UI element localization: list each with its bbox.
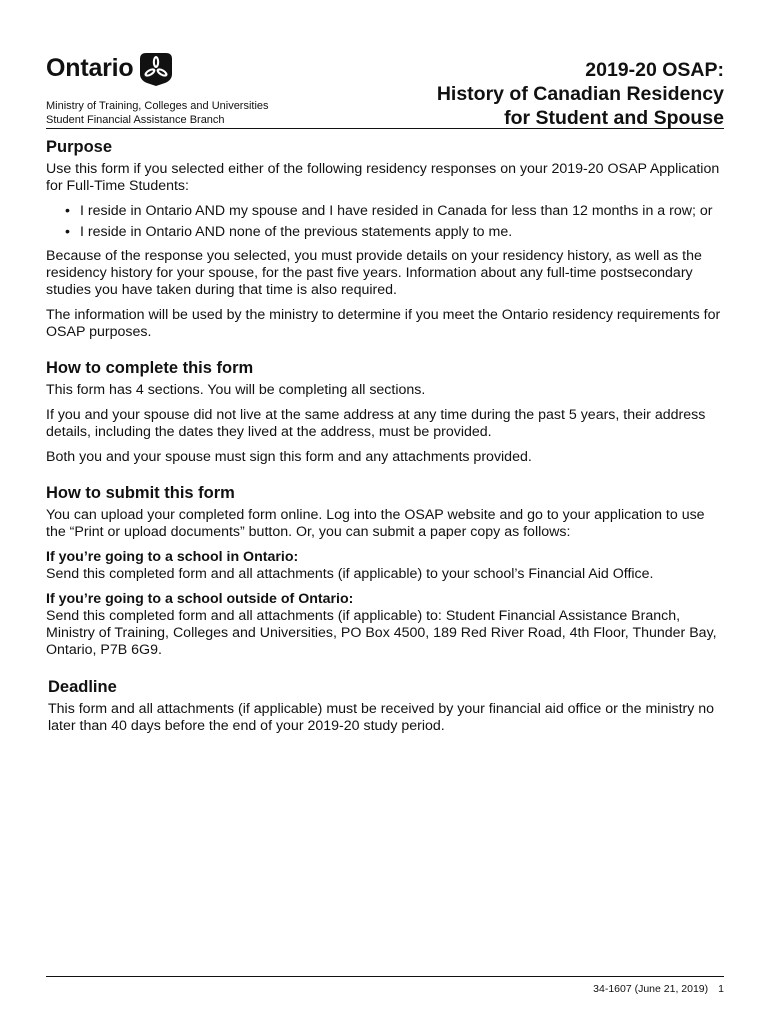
submit-section	[46, 483, 726, 659]
complete-heading: How to complete this form	[46, 359, 254, 377]
purpose-paragraph: Because of the response you selected, you must provide details on your residency history, as well as the residency history for your spouse, for the past five years. Information about any full-time postsecondary studies you have taken during that time is also required.	[46, 248, 702, 298]
ontario-school-subheading: If you’re going to a school in Ontario:	[46, 549, 299, 565]
deadline-text: This form and all attachments (if applicable) must be received by your financial aid office or the ministry no later than 40 days before the end of your 2019-20 study period.	[48, 701, 715, 734]
complete-section	[46, 358, 726, 466]
submit-intro: You can upload your completed form online. Log into the OSAP website and go to your application to use the “Print or upload documents” button. Or, you can submit a paper copy as follows:	[46, 507, 705, 540]
ontario-logo	[46, 50, 174, 86]
branch-name: Student Financial Assistance Branch	[46, 114, 225, 126]
purpose-paragraph: The information will be used by the ministry to determine if you meet the Ontario residency requirements for OSAP purposes.	[46, 307, 721, 340]
page-number: 1	[718, 983, 724, 995]
footer-divider	[46, 976, 724, 977]
logo-wordmark: Ontario	[46, 53, 134, 82]
list-item: • I reside in Ontario AND my spouse and I have resided in Canada for less than 12 months in a row; or	[80, 203, 726, 220]
form-title	[437, 58, 724, 130]
form-number: 34-1607 (June 21, 2019)	[593, 983, 709, 995]
outside-school-subheading: If you’re going to a school outside of Ontario:	[46, 591, 354, 607]
ministry-info	[46, 99, 269, 127]
trillium-icon	[138, 50, 174, 86]
form-title-line2: History of Canadian Residency	[436, 83, 724, 105]
list-item: • I reside in Ontario AND none of the previous statements apply to me.	[80, 224, 726, 241]
purpose-section	[46, 137, 726, 341]
deadline-section	[46, 677, 726, 735]
deadline-heading: Deadline	[48, 678, 117, 696]
complete-paragraph: This form has 4 sections. You will be completing all sections.	[46, 382, 426, 398]
complete-paragraph: Both you and your spouse must sign this form and any attachments provided.	[46, 449, 532, 465]
ministry-name: Ministry of Training, Colleges and Universities	[46, 100, 269, 112]
submit-heading: How to submit this form	[46, 484, 235, 502]
purpose-intro: Use this form if you selected either of the following residency responses on your 2019-20 OSAP Application for Full-Time Students:	[46, 161, 720, 194]
ontario-school-instructions: Send this completed form and all attachments (if applicable) to your school’s Financial Aid Office.	[46, 566, 654, 582]
form-content	[46, 137, 726, 743]
complete-paragraph: If you and your spouse did not live at the same address at any time during the past 5 years, their address details, including the dates they lived at the address, must be provided.	[46, 407, 706, 440]
outside-school-instructions: Send this completed form and all attachments (if applicable) to: Student Financial Assistance Branch, Ministry of Training, Colleges and Universities, PO Box 4500, 189 Red River Road, 4th Floor, Thunder Bay, Ontario, P7B 6G9.	[46, 608, 717, 658]
footer	[593, 983, 724, 995]
header-divider	[46, 128, 724, 129]
form-title-line3: for Student and Spouse	[504, 107, 724, 129]
purpose-heading: Purpose	[46, 138, 113, 156]
form-title-line1: 2019-20 OSAP:	[585, 59, 724, 81]
residency-response-list	[46, 203, 726, 241]
